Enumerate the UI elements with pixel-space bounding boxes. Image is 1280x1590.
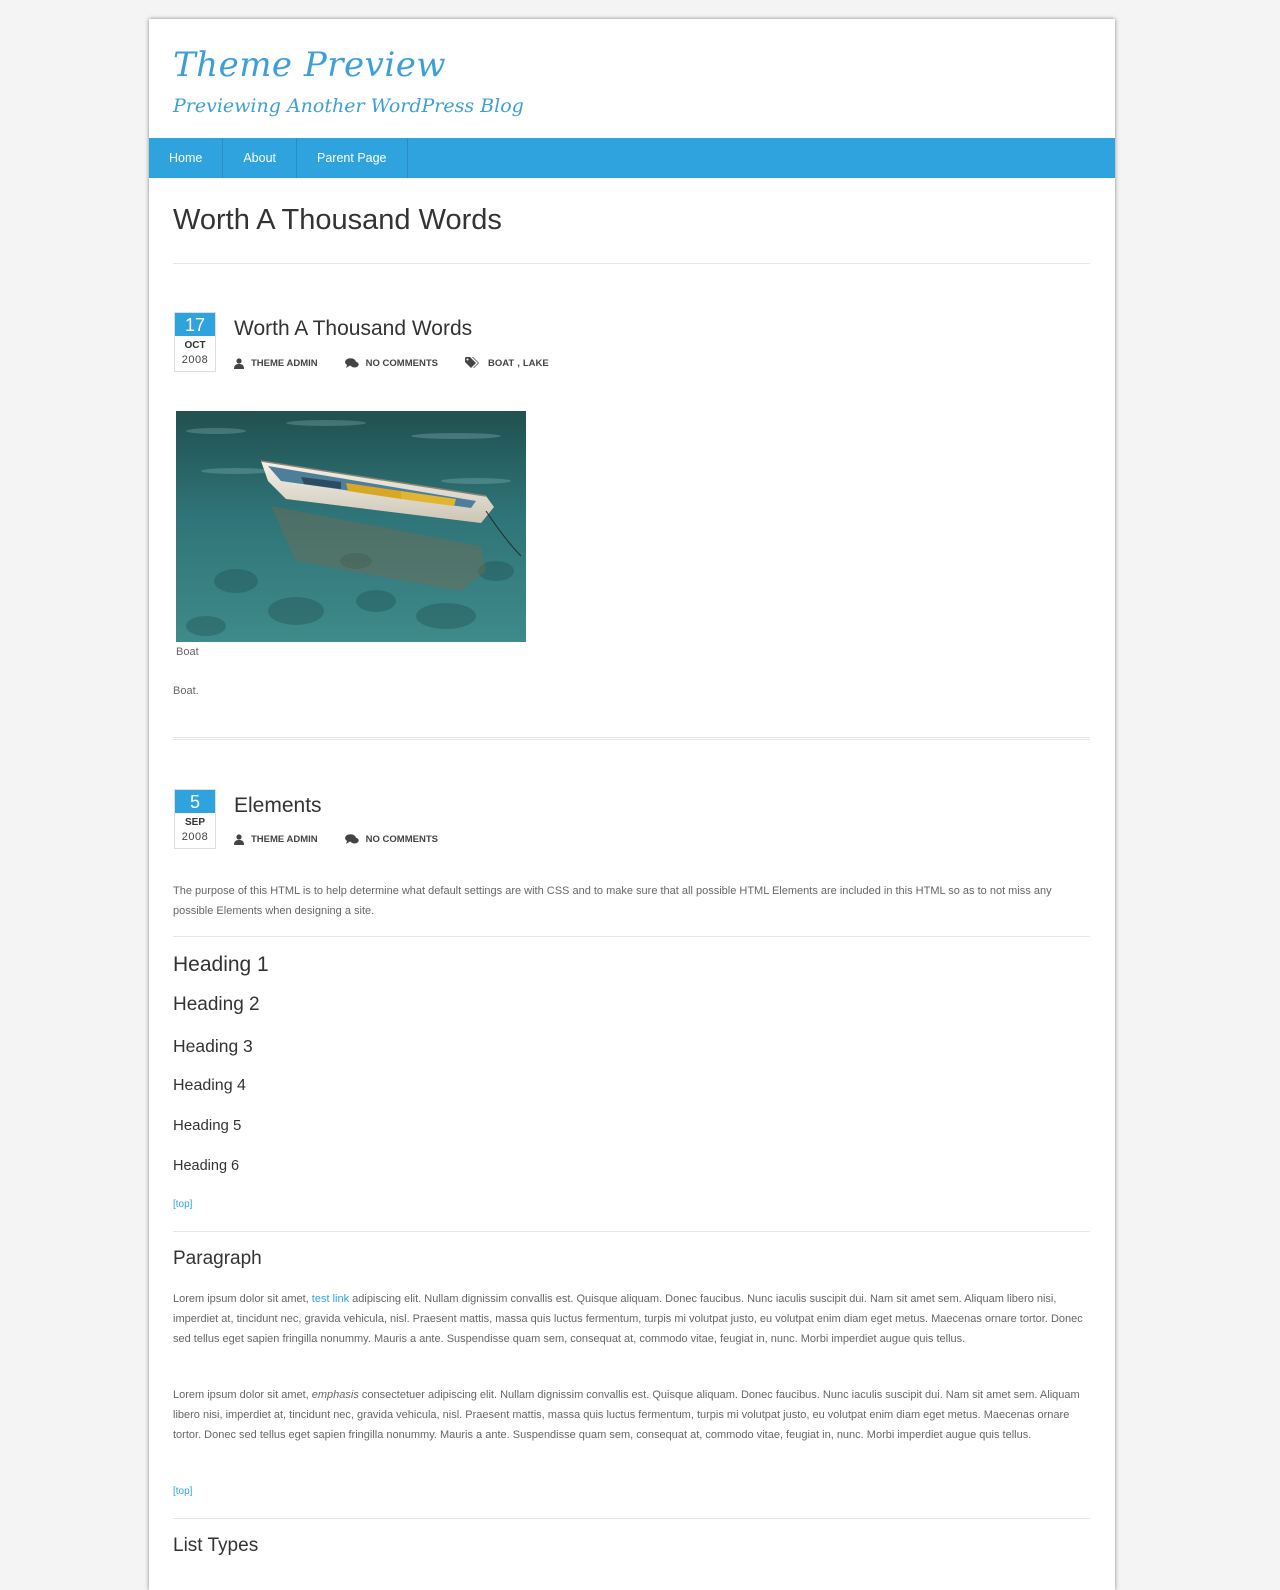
archive-title: Worth A Thousand Words xyxy=(173,204,502,236)
post-comments-link[interactable]: NO COMMENTS xyxy=(365,357,438,369)
nav-item-home[interactable]: Home xyxy=(149,138,223,178)
user-icon xyxy=(234,358,244,369)
heading-4: Heading 4 xyxy=(173,1077,246,1094)
heading-1: Heading 1 xyxy=(173,953,269,976)
post-comments xyxy=(345,834,438,845)
post-meta xyxy=(234,834,465,845)
post-date-year: 2008 xyxy=(181,354,209,366)
post-comments-link[interactable]: NO COMMENTS xyxy=(365,834,438,845)
tag-separator: , xyxy=(517,357,520,369)
site-title[interactable]: Theme Preview xyxy=(173,45,446,85)
post-title[interactable]: Worth A Thousand Words xyxy=(234,317,473,340)
post-date-day: 17 xyxy=(175,313,215,336)
paragraph-1 xyxy=(173,1289,1090,1349)
nav-item-parent-page[interactable]: Parent Page xyxy=(297,138,408,178)
post-date-day: 5 xyxy=(175,790,215,813)
top-link[interactable]: [top] xyxy=(173,1199,193,1210)
paragraph-1-start: Lorem ipsum dolor sit amet, xyxy=(173,1293,312,1305)
post-divider xyxy=(173,737,1090,740)
boat-image[interactable] xyxy=(176,411,526,642)
paragraph-1-rest: adipiscing elit. Nullam dignissim convallis est. Quisque aliquam. Donec faucibus. Nunc iaculis suscipit dui. Nam sit amet sem. Aliquam libero nisi, imperdiet at, tincidunt nec, gravida vehicula, nisl. Praesent mattis, massa quis luctus fermentum, turpis mi volutpat justo, eu volutpat enim diam eget metus. Maecenas ornare tortor. Donec sed tellus eget sapien fringilla nonummy. Mauris a ante. Suspendisse quam sem, consequat at, commodo vitae, feugiat in, nunc. Morbi imperdiet augue quis tellus. xyxy=(173,1293,1083,1345)
divider xyxy=(173,1231,1090,1232)
post-date-month: OCT xyxy=(184,340,206,351)
post-author-link[interactable]: THEME ADMIN xyxy=(251,834,318,845)
page-container xyxy=(149,19,1115,1590)
post-date-badge xyxy=(174,312,216,372)
image-caption: Boat xyxy=(176,646,199,658)
heading-6: Heading 6 xyxy=(173,1158,240,1174)
divider xyxy=(173,936,1090,937)
tag-link-lake[interactable]: LAKE xyxy=(522,357,549,369)
test-link[interactable]: test link xyxy=(311,1293,350,1305)
post-intro: The purpose of this HTML is to help determine what default settings are with CSS and to make sure that all possible HTML Elements are included in this HTML so as to not miss any possible Elements when designing a site. xyxy=(173,885,1052,917)
nav-item-about[interactable]: About xyxy=(223,138,297,178)
post-comments xyxy=(345,358,438,369)
post-tags xyxy=(465,357,549,369)
paragraph-2 xyxy=(173,1385,1090,1445)
comments-icon xyxy=(345,834,359,845)
tags-icon xyxy=(465,357,481,369)
paragraph-2-start: Lorem ipsum dolor sit amet, xyxy=(173,1389,312,1401)
comments-icon xyxy=(345,358,359,369)
post-excerpt: Boat. xyxy=(173,685,199,697)
heading-5: Heading 5 xyxy=(173,1117,242,1134)
paragraph-2-rest: consectetuer adipiscing elit. Nullam dignissim convallis est. Quisque aliquam. Donec faucibus. Nunc iaculis suscipit dui. Nam sit amet sem. Aliquam libero nisi, imperdiet at, tincidunt nec, gravida vehicula, nisl. Praesent mattis, massa quis luctus fermentum, turpis mi volutpat justo, eu volutpat enim diam eget metus. Maecenas ornare tortor. Donec sed tellus eget sapien fringilla nonummy. Mauris a ante. Suspendisse quam sem, consequat at, commodo vitae, feugiat in, nunc. Morbi imperdiet augue quis tellus. xyxy=(173,1389,1080,1441)
post-author xyxy=(234,834,318,845)
user-icon xyxy=(234,834,244,845)
post-author-link[interactable]: THEME ADMIN xyxy=(251,357,318,369)
emphasis-text: emphasis xyxy=(311,1389,359,1401)
main-navigation xyxy=(149,138,1115,178)
post-meta xyxy=(234,357,576,369)
top-link[interactable]: [top] xyxy=(173,1486,193,1497)
tag-link-boat[interactable]: BOAT xyxy=(487,357,515,369)
post-date-month: SEP xyxy=(184,817,205,828)
heading-2: Heading 2 xyxy=(173,994,260,1015)
divider xyxy=(173,263,1090,264)
post-title[interactable]: Elements xyxy=(234,794,322,817)
post-date-badge xyxy=(174,789,216,849)
divider xyxy=(173,1518,1090,1519)
post-author xyxy=(234,358,318,369)
site-description: Previewing Another WordPress Blog xyxy=(173,95,524,117)
paragraph-heading: Paragraph xyxy=(173,1248,262,1269)
post-date-year: 2008 xyxy=(181,831,209,843)
list-types-heading: List Types xyxy=(173,1535,259,1556)
heading-3: Heading 3 xyxy=(173,1036,253,1056)
